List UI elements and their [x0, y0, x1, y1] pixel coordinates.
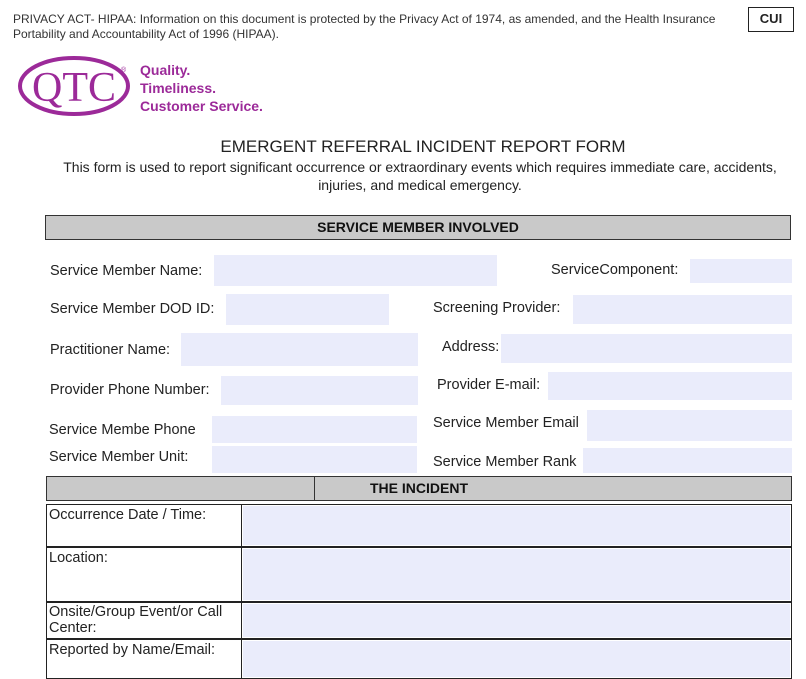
location-label: Location: [47, 548, 242, 601]
dod-id-label: Service Member DOD ID: [50, 301, 215, 317]
practitioner-name-label: Practitioner Name: [50, 342, 171, 358]
provider-email-label: Provider E-mail: [437, 377, 541, 393]
form-title: EMERGENT REFERRAL INCIDENT REPORT FORM [220, 137, 626, 156]
qtc-logo [18, 54, 138, 118]
registered-mark: ® [121, 67, 127, 74]
service-component-field[interactable] [690, 259, 792, 283]
qtc-logo-mark [18, 54, 138, 118]
service-component-label: ServiceComponent: [551, 262, 679, 278]
incident-row-occurrence [46, 504, 792, 547]
onsite-label: Onsite/Group Event/or Call Center: [47, 603, 242, 638]
member-rank-field[interactable] [583, 448, 792, 473]
member-email-label: Service Member Email [433, 415, 579, 431]
member-unit-field[interactable] [212, 446, 417, 473]
dod-id-field[interactable] [226, 294, 389, 325]
reported-by-label: Reported by Name/Email: [47, 640, 242, 678]
section-header-member: SERVICE MEMBER INVOLVED [45, 215, 791, 240]
address-label: Address: [442, 339, 500, 355]
screening-provider-field[interactable] [573, 295, 792, 324]
address-field[interactable] [501, 334, 792, 363]
privacy-notice: PRIVACY ACT- HIPAA: Information on this document is protected by the Privacy Act of 1974, as amended, and the Health Insurance Portability and Accountability Act of 1996 (HIPAA). [13, 12, 716, 41]
tagline-line-2: Timeliness. [140, 80, 217, 96]
provider-email-field[interactable] [548, 372, 792, 400]
member-phone-field[interactable] [212, 416, 417, 443]
header-divider [314, 476, 315, 500]
incident-row-onsite [46, 602, 792, 639]
screening-provider-label: Screening Provider: [433, 300, 561, 316]
member-unit-label: Service Member Unit: [49, 449, 189, 465]
incident-row-location [46, 547, 792, 602]
practitioner-name-field[interactable] [181, 333, 418, 366]
form-subtitle: This form is used to report significant occurrence or extraordinary events which requires immediate care, accidents, injuries, and medical emergency. [63, 159, 777, 193]
onsite-field[interactable] [243, 604, 790, 637]
occurrence-label: Occurrence Date / Time: [47, 505, 242, 546]
section-header-incident: THE INCIDENT [46, 476, 792, 501]
member-name-field[interactable] [214, 255, 497, 286]
member-phone-label: Service Membe Phone [49, 422, 196, 438]
member-email-field[interactable] [587, 410, 792, 441]
provider-phone-label: Provider Phone Number: [50, 382, 210, 398]
reported-by-field[interactable] [243, 641, 790, 677]
occurrence-field[interactable] [243, 506, 790, 545]
provider-phone-field[interactable] [221, 376, 418, 405]
member-rank-label: Service Member Rank [433, 454, 577, 470]
member-name-label: Service Member Name: [50, 263, 203, 279]
classification-badge: CUI [748, 7, 794, 32]
tagline-line-1: Quality. [140, 62, 191, 78]
tagline-line-3: Customer Service. [140, 98, 263, 114]
logo-text: QTC [32, 65, 116, 111]
incident-row-reported-by [46, 639, 792, 679]
location-field[interactable] [243, 549, 790, 600]
logo-tagline [140, 61, 263, 115]
